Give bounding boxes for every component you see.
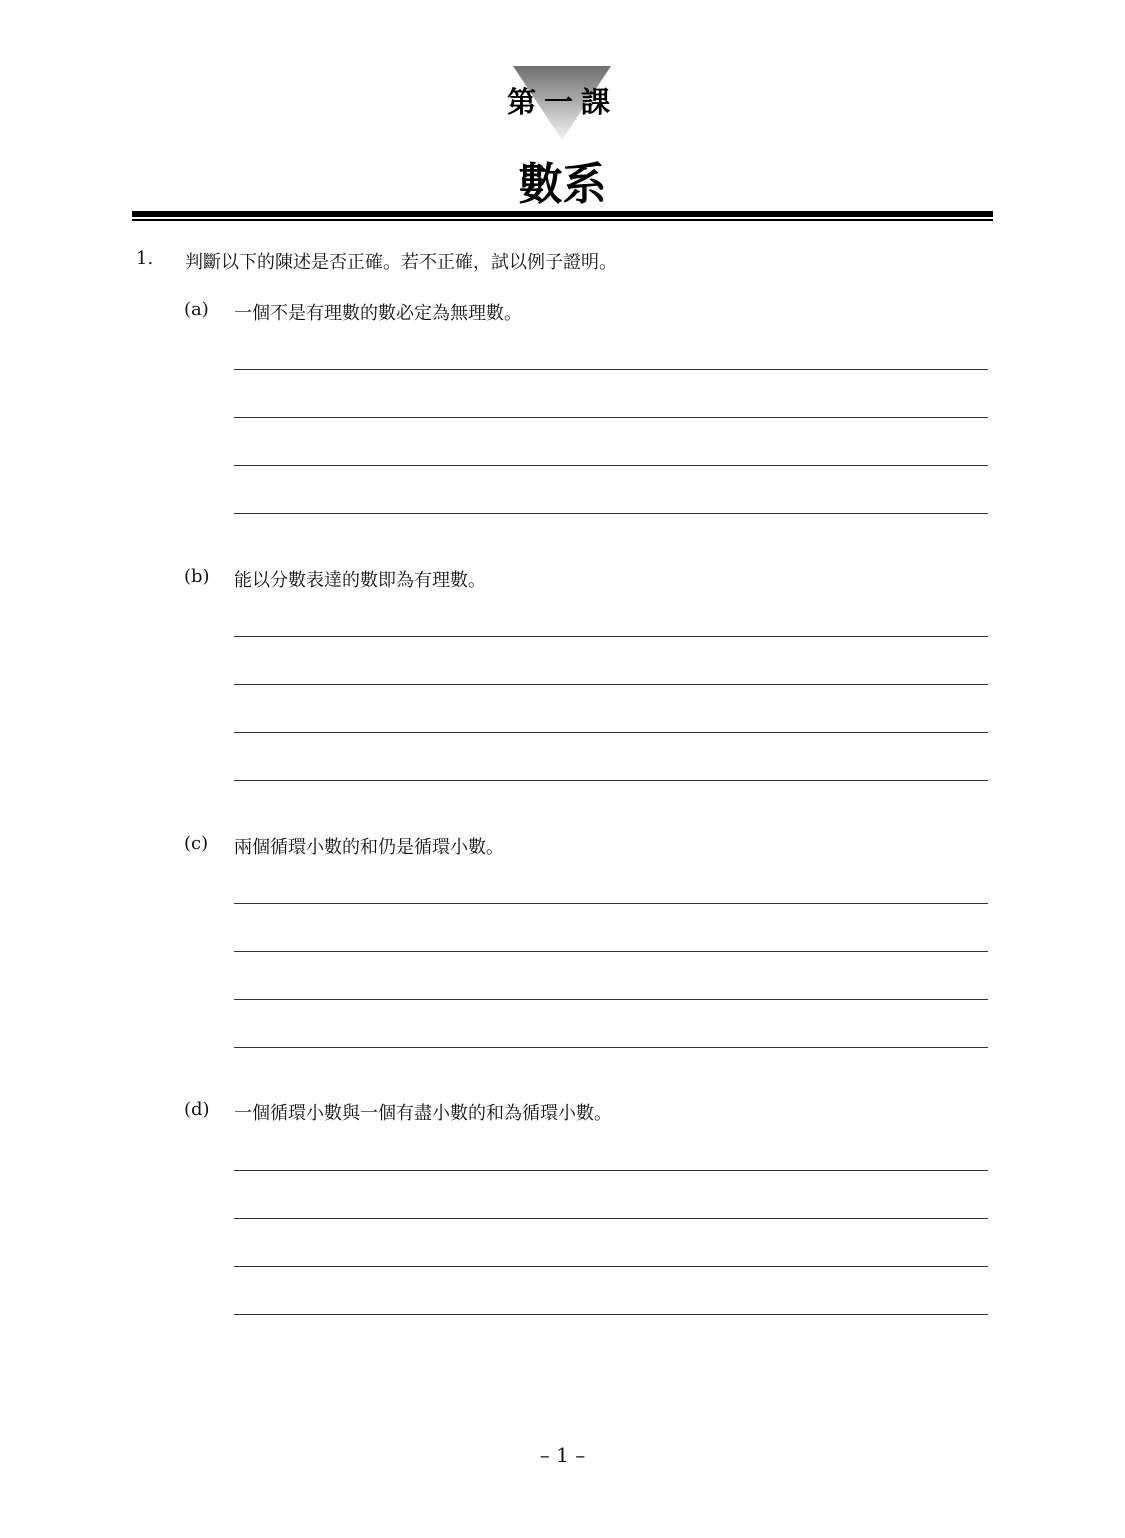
part-label-b: (b)	[184, 566, 210, 587]
part-text-b: 能以分數表達的數即為有理數。	[234, 570, 486, 591]
lesson-label: 第一課	[506, 85, 618, 119]
answer-line[interactable]	[234, 1047, 988, 1048]
answer-line[interactable]	[234, 513, 988, 514]
page-number: – 1 –	[539, 1443, 586, 1467]
answer-line[interactable]	[234, 951, 988, 952]
part-text-d: 一個循環小數與一個有盡小數的和為循環小數。	[234, 1103, 612, 1124]
part-label-d: (d)	[184, 1099, 210, 1120]
answer-line[interactable]	[234, 636, 988, 637]
part-text-c: 兩個循環小數的和仍是循環小數。	[234, 837, 504, 858]
answer-line[interactable]	[234, 465, 988, 466]
question-number: 1.	[136, 248, 154, 269]
answer-line[interactable]	[234, 1218, 988, 1219]
part-label-a: (a)	[184, 299, 209, 320]
part-label-c: (c)	[184, 833, 209, 854]
answer-line[interactable]	[234, 684, 988, 685]
part-text-a: 一個不是有理數的數必定為無理數。	[234, 303, 522, 324]
answer-line[interactable]	[234, 732, 988, 733]
page-title: 數系	[518, 159, 607, 210]
answer-line[interactable]	[234, 903, 988, 904]
question-prompt: 判斷以下的陳述是否正確。若不正確，試以例子證明。	[185, 252, 617, 273]
answer-line[interactable]	[234, 1314, 988, 1315]
title-rule-thick	[132, 211, 993, 217]
answer-line[interactable]	[234, 417, 988, 418]
answer-line[interactable]	[234, 1170, 988, 1171]
answer-line[interactable]	[234, 780, 988, 781]
title-rule-thin	[132, 219, 993, 221]
answer-line[interactable]	[234, 999, 988, 1000]
answer-line[interactable]	[234, 369, 988, 370]
answer-line[interactable]	[234, 1266, 988, 1267]
